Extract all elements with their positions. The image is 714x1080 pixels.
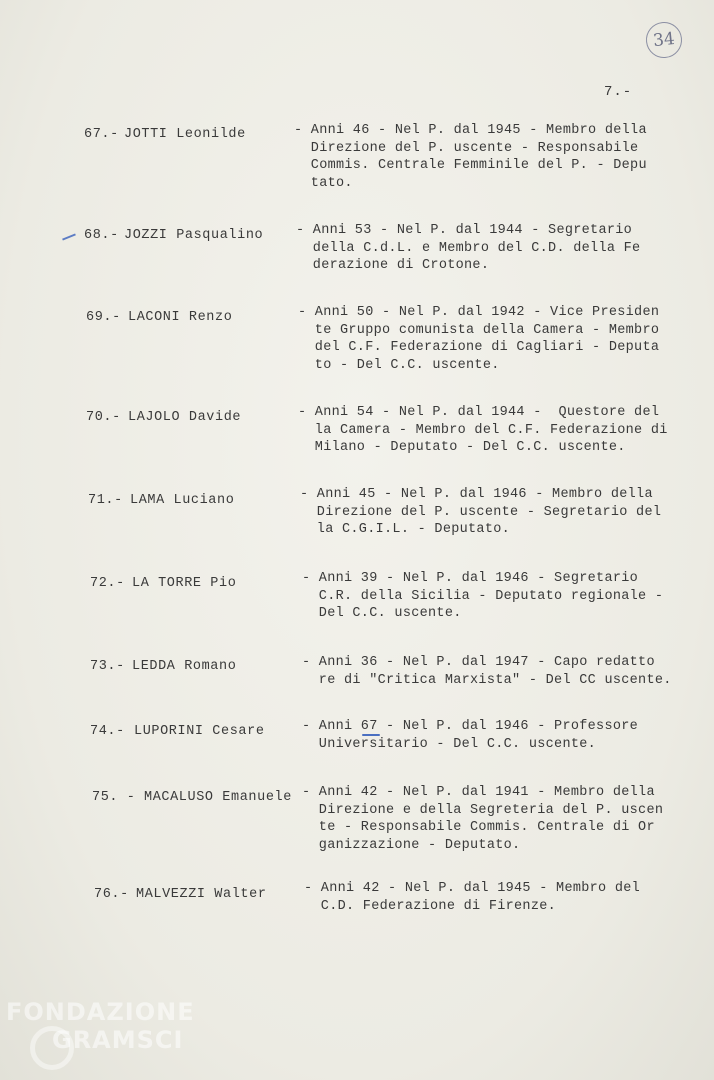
entry-name: LAJOLO Davide: [128, 410, 242, 425]
entry-description: - Anni 45 - Nel P. dal 1946 - Membro della Direzione del P. uscente - Segretario del la C.G.I.L. - Deputato.: [300, 487, 662, 537]
watermark-logo-text-2: GRAMSCI: [52, 1026, 184, 1054]
entry-68: [0, 222, 714, 282]
entry-72: [0, 570, 714, 630]
entry-description: - Anni 53 - Nel P. dal 1944 - Segretario della C.d.L. e Membro del C.D. della Fe derazione di Crotone.: [296, 223, 641, 273]
entry-description: - Anni 46 - Nel P. dal 1945 - Membro della Direzione del P. uscente - Responsabile Commis. Centrale Femminile del P. - Depu tato.: [294, 123, 647, 191]
entry-number: 70.-: [86, 410, 121, 425]
archive-page-stamp: 34: [644, 20, 684, 60]
entry-73: [0, 654, 714, 714]
entry-name: MALVEZZI Walter: [136, 887, 267, 902]
entry-description: - Anni 39 - Nel P. dal 1946 - Segretario C.R. della Sicilia - Deputato regionale - Del C.C. uscente.: [302, 571, 664, 621]
entry-description: - Anni 36 - Nel P. dal 1947 - Capo redatto re di "Critica Marxista" - Del CC uscente.: [302, 655, 672, 688]
entry-name: LA TORRE Pio: [132, 576, 237, 591]
entry-description: - Anni 67 - Nel P. dal 1946 - Professore Universitario - Del C.C. uscente.: [302, 719, 639, 752]
entry-description: - Anni 42 - Nel P. dal 1941 - Membro della Direzione e della Segreteria del P. uscen te - Responsabile Commis. Centrale di Or ganizzazione - Deputato.: [302, 785, 664, 853]
entry-description: - Anni 50 - Nel P. dal 1942 - Vice Presiden te Gruppo comunista della Camera - Membro del C.F. Federazione di Cagliari - Deputa to - Del C.C. uscente.: [298, 305, 660, 373]
entry-number: 68.-: [84, 228, 119, 243]
entry-number: 74.-: [90, 724, 125, 739]
entry-number: 73.-: [90, 659, 125, 674]
entry-74: [0, 718, 714, 778]
entry-number: 72.-: [90, 576, 125, 591]
entry-70: [0, 404, 714, 464]
entry-name: LAMA Luciano: [130, 493, 235, 508]
entry-name: LACONI Renzo: [128, 310, 233, 325]
entry-75: [0, 784, 714, 853]
entry-description: - Anni 42 - Nel P. dal 1945 - Membro del C.D. Federazione di Firenze.: [304, 881, 641, 914]
entry-71: [0, 486, 714, 546]
entry-69: [0, 304, 714, 373]
entry-name: JOZZI Pasqualino: [124, 228, 264, 243]
watermark-logo-text: FONDAZIONE: [6, 998, 195, 1026]
entry-name: LUPORINI Cesare: [134, 724, 265, 739]
entry-67: [0, 122, 714, 191]
entry-number: 71.-: [88, 493, 123, 508]
entry-number: 67.-: [84, 127, 119, 142]
handwritten-underline: [362, 734, 380, 736]
entry-number: 75. -: [92, 790, 136, 805]
entry-name: JOTTI Leonilde: [124, 127, 246, 142]
entry-number: 69.-: [86, 310, 121, 325]
entry-76: [0, 880, 714, 940]
entry-number: 76.-: [94, 887, 129, 902]
entry-name: LEDDA Romano: [132, 659, 237, 674]
page-number: 7.-: [604, 84, 633, 100]
entry-name: MACALUSO Emanuele: [144, 790, 292, 805]
entry-description: - Anni 54 - Nel P. dal 1944 - Questore del la Camera - Membro del C.F. Federazione di Milano - Deputato - Del C.C. uscente.: [298, 405, 668, 455]
